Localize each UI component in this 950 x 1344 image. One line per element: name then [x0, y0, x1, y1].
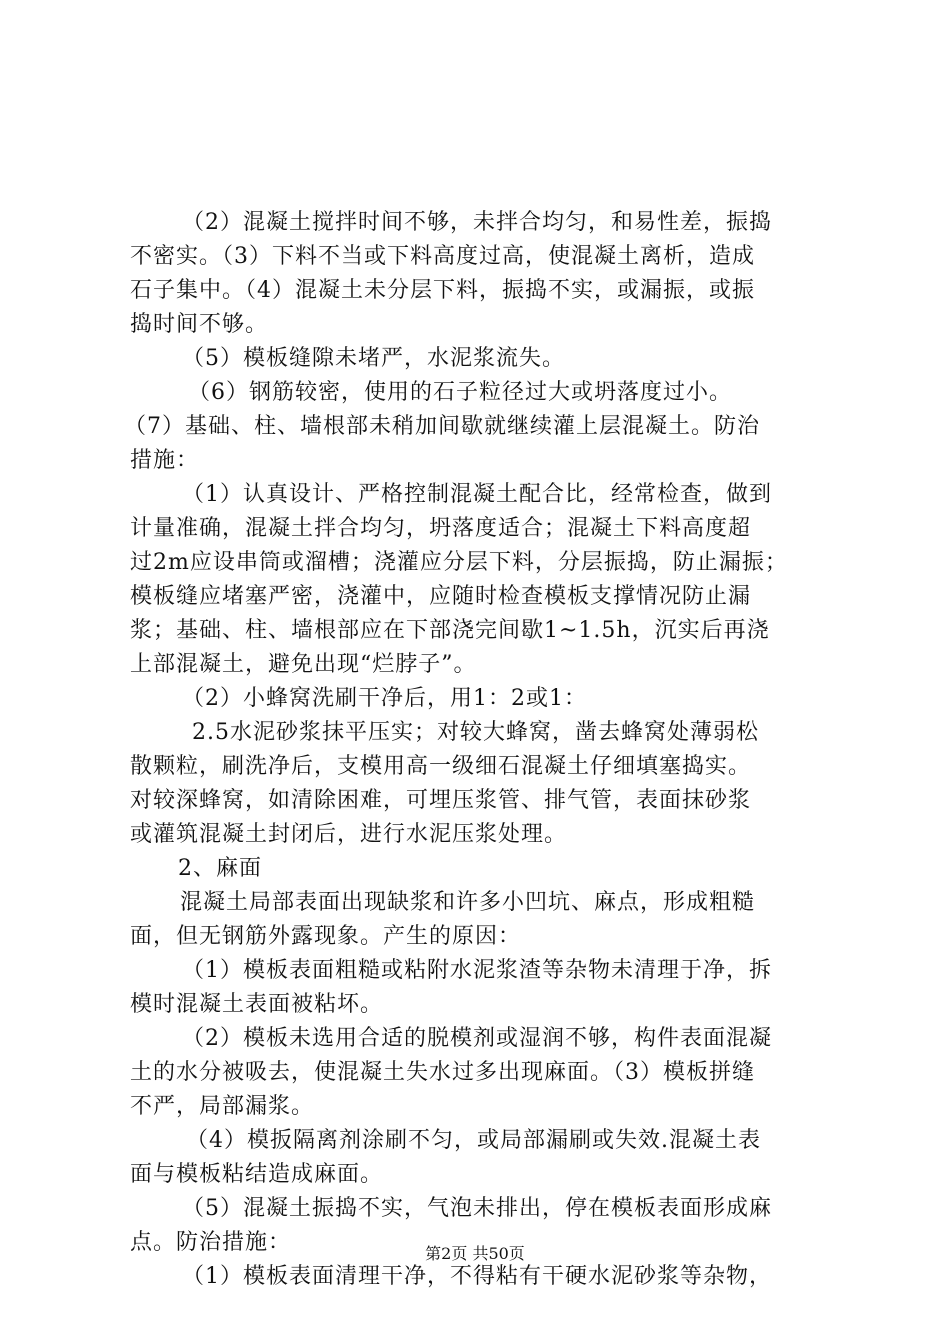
text-line: （4）模扳隔离剂涂刷不匀，或局部漏刷或失效.混凝土表 — [186, 1128, 761, 1153]
text-line: 面，但无钢筋外露现象。产生的原因： — [130, 924, 522, 949]
text-line: （2）小蜂窝洗刷干净后，用1：2或1： — [182, 686, 587, 711]
text-line: （5）混凝土振捣不实，气泡未排出，停在模板表面形成麻 — [182, 1196, 772, 1221]
text-line: 过2m应设串筒或溜槽；浇灌应分层下料，分层振捣，防止漏振； — [130, 550, 788, 575]
text-line: 不严，局部漏浆。 — [130, 1094, 315, 1119]
text-line: 混凝土局部表面出现缺浆和许多小凹坑、麻点，形成粗糙 — [180, 890, 756, 915]
text-line: （1）模板表面粗糙或粘附水泥浆渣等杂物未清理于净，拆 — [182, 958, 772, 983]
text-line: 2、麻面 — [178, 856, 262, 881]
text-line: 或灌筑混凝土封闭后，进行水泥压浆处理。 — [130, 822, 568, 847]
text-line: （5）模板缝隙未堵严，水泥浆流失。 — [182, 346, 565, 371]
page-footer: 第2页 共50页 — [425, 1244, 525, 1263]
text-line: （2）混凝土搅拌时间不够，未拌合均匀，和易性差，振捣 — [182, 210, 772, 235]
text-line: 捣时间不够。 — [130, 312, 269, 337]
text-line: 模时混凝土表面被粘坏。 — [130, 992, 384, 1017]
body-text — [124, 206, 830, 1294]
text-line: 对较深蜂窝，如清除困难，可埋压浆管、排气管，表面抹砂浆 — [130, 788, 752, 813]
text-line: （7）基础、柱、墙根部未稍加间歇就继续灌上层混凝土。防治 — [124, 414, 760, 439]
text-line: 上部混凝土，避免出现“烂脖子”。 — [130, 652, 477, 677]
text-line: 计量准确，混凝土拌合均匀，坍落度适合；混凝土下料高度超 — [130, 516, 752, 541]
text-line: 浆；基础、柱、墙根部应在下部浇完间歇1~1.5h，沉实后再浇 — [130, 618, 770, 643]
text-line: 面与模板粘结造成麻面。 — [130, 1162, 384, 1187]
text-line: 石子集中。（4）混凝土未分层下料，振捣不实，或漏振，或振 — [130, 278, 755, 303]
text-line: 不密实。（3）下料不当或下料高度过高，使混凝土离析，造成 — [130, 244, 755, 269]
text-line: 点。防治措施： — [130, 1230, 292, 1255]
text-line: 模板缝应堵塞严密，浇灌中，应随时检查模板支撑情况防止漏 — [130, 584, 752, 609]
text-line: （6）钢筋较密，使用的石子粒径过大或坍落度过小。 — [188, 380, 732, 405]
text-line: 土的水分被吸去，使混凝土失水过多出现麻面。（3）模板拼缝 — [130, 1060, 755, 1085]
text-line: 措施： — [130, 448, 200, 473]
text-line: 2.5水泥砂浆抹平压实；对较大蜂窝，凿去蜂窝处薄弱松 — [192, 720, 759, 745]
text-line: （1）认真设计、严格控制混凝土配合比，经常检查，做到 — [182, 482, 772, 507]
text-line: （2）模板未选用合适的脱模剂或湿润不够，构件表面混凝 — [182, 1026, 772, 1051]
text-line: 散颗粒，刷洗净后，支模用高一级细石混凝土仔细填塞捣实。 — [130, 754, 752, 779]
text-line: （1）模板表面清理干净，不得粘有干硬水泥砂浆等杂物， — [182, 1264, 772, 1289]
